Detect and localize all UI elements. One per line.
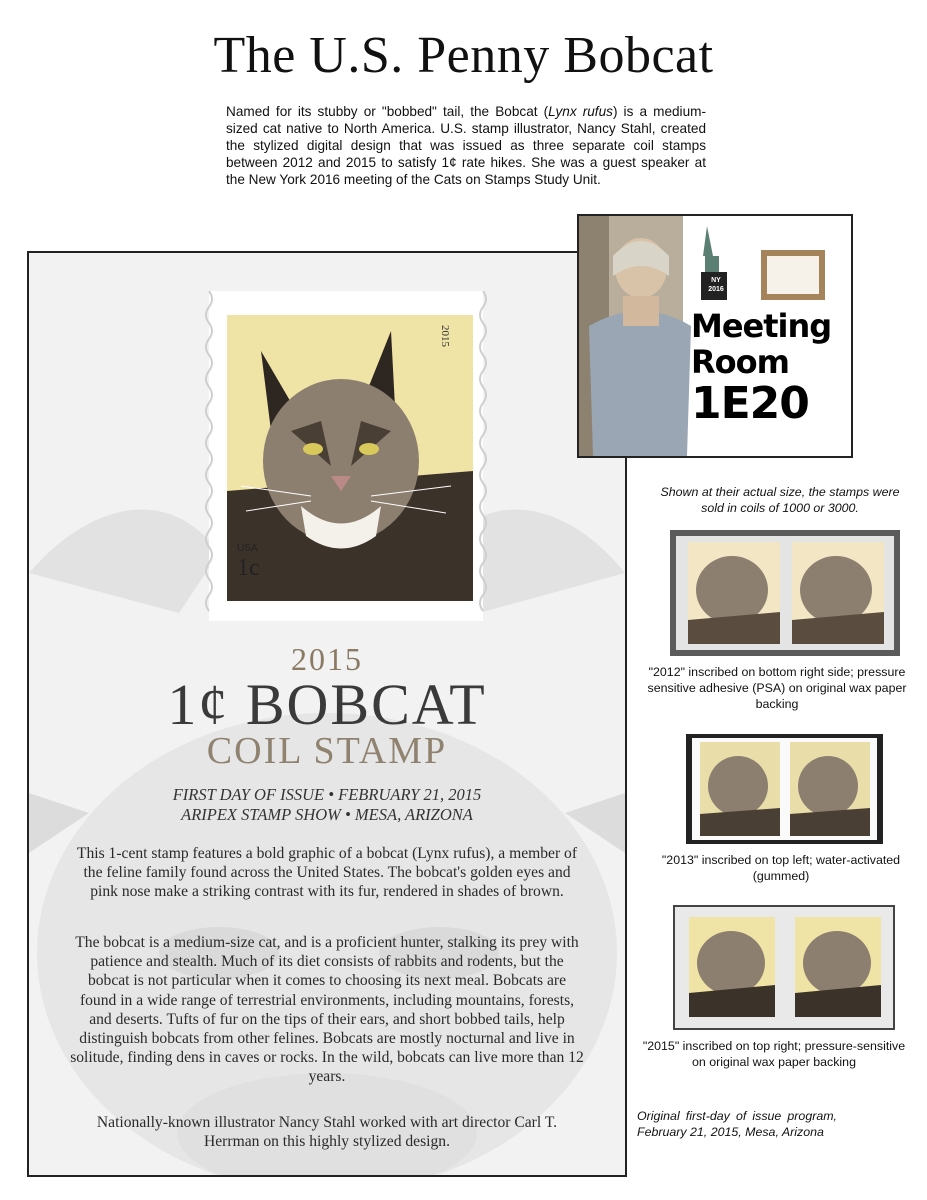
sign-line-3: 1E20: [691, 378, 809, 429]
stamp-pair-2012: [670, 530, 900, 656]
program-paragraph-1: This 1-cent stamp features a bold graphic of a bobcat (Lynx rufus), a member of the feline family found across the United States. The bobcat's golden eyes and pink nose make a striking contrast with its fur, rendered in shades of brown.: [76, 845, 578, 901]
stamp-value: 1c: [237, 555, 260, 581]
fdi-line-2: ARIPEX STAMP SHOW • MESA, ARIZONA: [181, 805, 473, 824]
first-day-details: [29, 785, 625, 825]
caption-2015: "2015" inscribed on top right; pressure-sensitive on original wax paper backing: [642, 1039, 906, 1069]
speaker-photo: [577, 214, 853, 458]
caption-2012: "2012" inscribed on bottom right side; pressure sensitive adhesive (PSA) on original wax paper backing: [647, 665, 907, 711]
first-day-program: [27, 251, 627, 1177]
program-headline: 1¢ BOBCAT: [167, 672, 487, 737]
program-caption: Original first-day of issue program, February 21, 2015, Mesa, Arizona: [637, 1109, 837, 1139]
sign-line-1: Meeting: [691, 307, 832, 345]
stamp-country: USA: [237, 543, 258, 554]
intro-paragraph: [226, 103, 706, 188]
stamp-pair-2015: [673, 905, 895, 1030]
program-year: 2015: [291, 641, 363, 677]
intro-text-start: Named for its stubby or "bobbed" tail, the Bobcat (: [226, 104, 549, 119]
stamp-year-inscription: 2015: [439, 325, 451, 347]
program-subhead: COIL STAMP: [206, 730, 448, 772]
sign-line-2: Room: [691, 343, 789, 381]
meeting-room-sign: [691, 308, 851, 428]
stamp-pair-2013: [686, 734, 883, 844]
fdi-line-1: FIRST DAY OF ISSUE • FEBRUARY 21, 2015: [172, 785, 482, 804]
intro-scientific-name: Lynx rufus: [548, 104, 613, 119]
intro-text-end: ) is a medium-sized cat native to North America. U.S. stamp illustrator, Nancy Stahl, created the stylized digital design that was issued as three separate coil stamps between 2012 and 2015 to satisfy 1¢ rate hikes. She was a guest speaker at the New York 2016 meeting of the Cats on Stamps Study Unit.: [226, 104, 706, 187]
program-paragraph-2: The bobcat is a medium-size cat, and is a proficient hunter, stalking its prey with patience and stealth. Much of its diet consists of rabbits and rodents, but the bobcat is not particular when it comes to choosing its next meal. Bobcats are found in a wide range of terrestrial environments, including mountains, forests, and deserts. Tufts of fur on the tips of their ears, and short bobbed tails, help distinguish bobcats from other felines. Bobcats are mostly nocturnal and live in solitude, finding dens in caves or rocks. In the wild, bobcats can live more than 12 years.: [70, 934, 584, 1086]
ny2016-badge: NY 2016: [708, 277, 724, 293]
program-paragraph-3: Nationally-known illustrator Nancy Stahl worked with art director Carl T. Herrman on this highly stylized design.: [96, 1114, 558, 1151]
large-stamp: [201, 291, 491, 621]
page-title: The U.S. Penny Bobcat: [213, 27, 714, 84]
actual-size-caption: Shown at their actual size, the stamps were sold in coils of 1000 or 3000.: [660, 485, 900, 515]
caption-2013: "2013" inscribed on top left; water-activated (gummed): [661, 853, 901, 883]
